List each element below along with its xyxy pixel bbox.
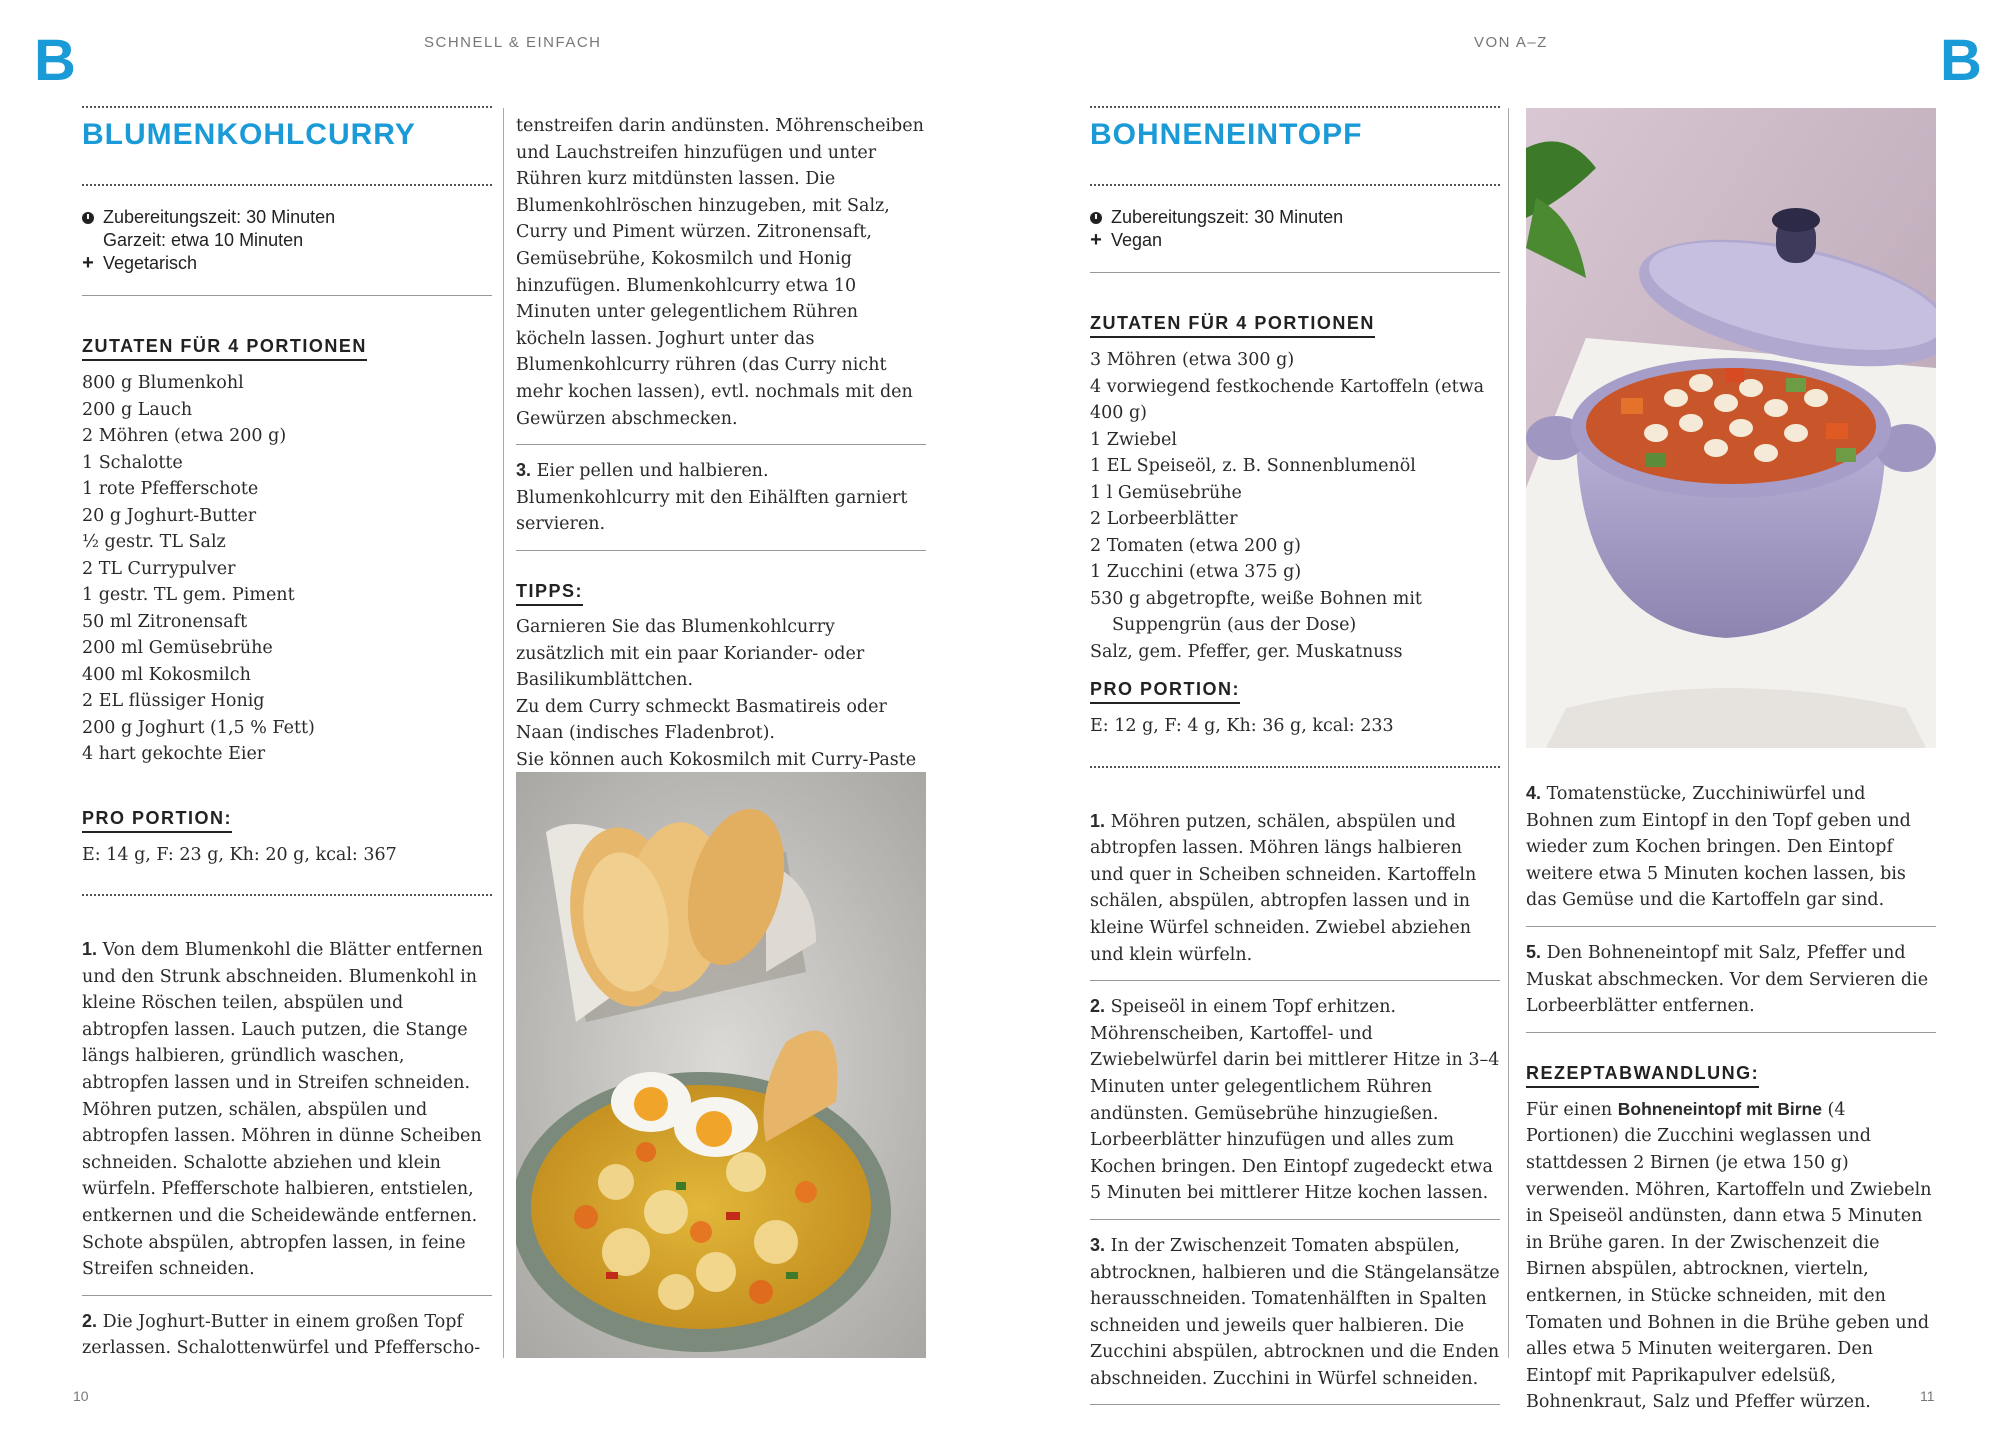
- dotted-divider: [82, 894, 492, 896]
- step-text: Von dem Blumenkohl die Blätter entfernen und den Strunk abschneiden. Blumenkohl in kleine Röschen teilen, abspülen und abtropfen lassen. Lauch putzen, die Stange längs halbieren, gründlich waschen, abtropfen lassen und in Streifen schneiden. Möhren putzen, schälen, abspülen und abtropfen lassen. Möhren in dünne Scheiben schneiden. Schalotte abziehen und klein würfeln. Pfefferschote halbieren, entstielen, entkernen und die Scheidewände entfernen. Schote abspülen, abtropfen lassen, in feine Streifen schneiden.: [82, 940, 483, 1280]
- step-4: [1526, 780, 1936, 914]
- step-number: 3.: [516, 460, 532, 481]
- recipe-bohneneintopf-col1: [1090, 106, 1500, 1405]
- column-rule: [503, 108, 504, 1358]
- step-2-start: [82, 1308, 492, 1362]
- divider: [1090, 980, 1500, 981]
- variation-text: [1526, 1096, 1936, 1416]
- divider: [1526, 1032, 1936, 1033]
- step-text: Tomatenstücke, Zucchiniwürfel und Bohnen zum Eintopf in den Topf geben und wieder zum Kochen bringen. Den Eintopf weitere etwa 5 Minuten kochen lassen, bis das Gemüse und die Kartoffeln gar sind.: [1526, 784, 1911, 911]
- step-number: 1.: [1090, 810, 1106, 831]
- ingredient: 20 g Joghurt-Butter: [82, 505, 257, 526]
- ingredients-list: [82, 370, 492, 768]
- variation-name: Bohneneintopf mit Birne: [1617, 1098, 1822, 1119]
- recipe-title: BLUMENKOHLCURRY: [82, 118, 416, 151]
- step-text: Speiseöl in einem Topf erhitzen. Möhrenscheiben, Kartoffel- und Zwiebelwürfel darin bei mittlerer Hitze in 3–4 Minuten unter gelegentlichem Rühren andünsten. Gemüsebrühe hinzugießen. Lorbeerblätter hinzufügen und alles zum Kochen bringen. Den Eintopf zugedeckt etwa 5 Minuten bei mittlerer Hitze kochen lassen.: [1090, 997, 1500, 1204]
- step-text: Möhren putzen, schälen, abspülen und abtropfen lassen. Möhren längs halbieren und quer in Scheiben schneiden. Kartoffeln schälen, abspülen, abtropfen lassen und in kleine Würfel schneiden. Zwiebel abziehen und klein würfeln.: [1090, 811, 1477, 965]
- tip: Garnieren Sie das Blumenkohlcurry zusätzlich mit ein paar Koriander- oder Basilikumblättchen.: [516, 616, 865, 691]
- step-text: In der Zwischenzeit Tomaten abspülen, abtrocknen, halbieren und die Stängelansätze herausschneiden. Tomatenhälften in Spalten schneiden und jeweils quer halbieren. Die Zucchini abspülen, abtrocknen und die Enden abschneiden. Zucchini in Würfel schneiden.: [1090, 1235, 1500, 1389]
- ingredient: 2 TL Currypulver: [82, 558, 236, 579]
- dotted-divider: [82, 184, 492, 186]
- ingredient: 800 g Blumenkohl: [82, 373, 244, 393]
- plus-icon: +: [1090, 229, 1102, 251]
- ingredient: 200 ml Gemüsebrühe: [82, 638, 273, 658]
- ingredient: 3 Möhren (etwa 300 g): [1090, 350, 1295, 370]
- curry-photo: [516, 772, 926, 1358]
- chapter-letter-left: B: [34, 28, 76, 93]
- step-text: Den Bohneneintopf mit Salz, Pfeffer und Muskat abschmecken. Vor dem Servieren die Lorbeerblätter entfernen.: [1526, 942, 1929, 1017]
- tip: Sie können auch Kokosmilch mit Curry-Paste: [516, 749, 917, 770]
- step-5: [1526, 939, 1936, 1020]
- portion-values: E: 14 g, F: 23 g, Kh: 20 g, kcal: 367: [82, 844, 397, 865]
- ingredient: 2 Lorbeerblätter: [1090, 509, 1238, 529]
- ingredient: 4 vorwiegend festkochende Kartoffeln (etwa 400 g): [1090, 376, 1485, 423]
- divider: [1090, 1404, 1500, 1405]
- diet-label: Vegetarisch: [103, 253, 198, 273]
- ingredient: 2 Möhren (etwa 200 g): [82, 426, 287, 446]
- prep-time: Zubereitungszeit: 30 Minuten: [1111, 207, 1344, 227]
- page-number-right: 11: [1920, 1388, 1935, 1404]
- dotted-divider: [1090, 106, 1500, 108]
- chapter-letter-right: B: [1940, 28, 1982, 93]
- recipe-bohneneintopf-col2: [1526, 780, 1936, 1416]
- cook-time: Garzeit: etwa 10 Minuten: [103, 230, 304, 250]
- recipe-title: BOHNENEINTOPF: [1090, 118, 1363, 151]
- divider: [1090, 1219, 1500, 1220]
- dotted-divider: [1090, 766, 1500, 768]
- step-3: [516, 457, 926, 538]
- recipe-meta: [1090, 206, 1500, 252]
- tip: Zu dem Curry schmeckt Basmatireis oder Naan (indisches Fladenbrot).: [516, 696, 887, 744]
- ingredient: 1 EL Speiseöl, z. B. Sonnenblumenöl: [1090, 456, 1416, 476]
- column-rule: [1508, 108, 1509, 1358]
- curry-illustration: [516, 772, 926, 1358]
- divider: [1090, 272, 1500, 273]
- dotted-divider: [82, 106, 492, 108]
- tips-heading: TIPPS:: [516, 581, 583, 606]
- ingredients-heading: ZUTATEN FÜR 4 PORTIONEN: [82, 336, 367, 361]
- variation-heading: REZEPTABWANDLUNG:: [1526, 1063, 1759, 1088]
- divider: [1526, 926, 1936, 927]
- clock-icon: [1090, 212, 1102, 224]
- step-2-continued: tenstreifen darin andünsten. Möhrenscheiben und Lauchstreifen hinzufügen und unter Rühren kurz mitdünsten lassen. Die Blumenkohlröschen hinzugeben, mit Salz, Curry und Piment würzen. Zitronensaft, Gemüsebrühe, Kokosmilch und Honig hinzufügen. Blumenkohlcurry etwa 10 Minuten unter gelegentlichem Rühren köcheln lassen. Joghurt unter das Blumenkohlcurry rühren (das Curry nicht mehr kochen lassen), evtl. nochmals mit den Gewürzen abschmecken.: [516, 116, 924, 429]
- ingredient: 4 hart gekochte Eier: [82, 744, 266, 764]
- running-head-left: SCHNELL & EINFACH: [424, 34, 602, 51]
- diet-label: Vegan: [1111, 230, 1163, 250]
- ingredient: 200 g Joghurt (1,5 % Fett): [82, 717, 315, 738]
- step-number: 2.: [82, 1310, 98, 1331]
- ingredient: 1 gestr. TL gem. Piment: [82, 585, 295, 605]
- divider: [82, 295, 492, 296]
- step-1: [82, 936, 492, 1283]
- stew-illustration: [1526, 108, 1936, 748]
- ingredient: 2 EL flüssiger Honig: [82, 691, 265, 711]
- ingredient: 200 g Lauch: [82, 399, 193, 420]
- running-head-right: VON A–Z: [1474, 34, 1548, 51]
- step-number: 3.: [1090, 1234, 1106, 1255]
- ingredient: 1 l Gemüsebrühe: [1090, 482, 1242, 503]
- variation-body: (4 Portionen) die Zucchini weglassen und stattdessen 2 Birnen (je etwa 150 g) verwenden. Möhren, Kartoffeln und Zwiebeln in Speiseöl andünsten, dann etwa 5 Minuten in Brühe garen. In der Zwischenzeit die Birnen abspülen, abtrocknen, vierteln, entkernen, in Stücke schneiden, mit den Tomaten und Bohnen in die Brühe geben und alles etwa 5 Minuten weitergaren. Den Eintopf mit Paprikapulver edelsüß, Bohnenkraut, Salz und Pfeffer würzen.: [1526, 1099, 1932, 1413]
- dotted-divider: [1090, 184, 1500, 186]
- prep-time: Zubereitungszeit: 30 Minuten: [103, 207, 336, 227]
- step-text: Eier pellen und halbieren. Blumenkohlcurry mit den Eihälften garniert servieren.: [516, 461, 908, 535]
- ingredient: 1 Zwiebel: [1090, 429, 1177, 450]
- ingredients-list: [1090, 347, 1500, 665]
- step-number: 4.: [1526, 783, 1542, 803]
- recipe-meta: [82, 206, 492, 275]
- ingredients-heading: ZUTATEN FÜR 4 PORTIONEN: [1090, 313, 1375, 338]
- portion-values: E: 12 g, F: 4 g, Kh: 36 g, kcal: 233: [1090, 716, 1394, 736]
- recipe-blumenkohlcurry-col1: [82, 106, 492, 1362]
- ingredient: 530 g abgetropfte, weiße Bohnen mit Suppengrün (aus der Dose): [1090, 588, 1422, 635]
- step-number: 2.: [1090, 996, 1106, 1017]
- ingredient: 1 Zucchini (etwa 375 g): [1090, 562, 1302, 582]
- portion-heading: PRO PORTION:: [1090, 679, 1240, 704]
- divider: [516, 444, 926, 445]
- divider: [516, 550, 926, 551]
- ingredient: 50 ml Zitronensaft: [82, 611, 248, 632]
- step-2: [1090, 993, 1500, 1207]
- step-1: [1090, 808, 1500, 969]
- step-number: 1.: [82, 939, 98, 960]
- ingredient: ½ gestr. TL Salz: [82, 532, 226, 552]
- ingredient: 1 rote Pfefferschote: [82, 479, 259, 499]
- step-3: [1090, 1232, 1500, 1393]
- ingredient: 2 Tomaten (etwa 200 g): [1090, 535, 1301, 556]
- clock-icon: [82, 212, 94, 224]
- step-text: Die Joghurt-Butter in einem großen Topf zerlassen. Schalottenwürfel und Pfefferscho-: [82, 1311, 481, 1359]
- ingredient: 1 Schalotte: [82, 452, 183, 473]
- page-number-left: 10: [73, 1388, 89, 1404]
- plus-icon: +: [82, 252, 94, 274]
- variation-intro: Für einen: [1526, 1099, 1613, 1120]
- step-number: 5.: [1526, 941, 1542, 962]
- ingredient: Salz, gem. Pfeffer, ger. Muskatnuss: [1090, 641, 1403, 662]
- recipe-blumenkohlcurry-col2: [516, 113, 926, 853]
- divider: [82, 1295, 492, 1296]
- portion-heading: PRO PORTION:: [82, 808, 232, 833]
- stew-photo: [1526, 108, 1936, 748]
- ingredient: 400 ml Kokosmilch: [82, 664, 251, 685]
